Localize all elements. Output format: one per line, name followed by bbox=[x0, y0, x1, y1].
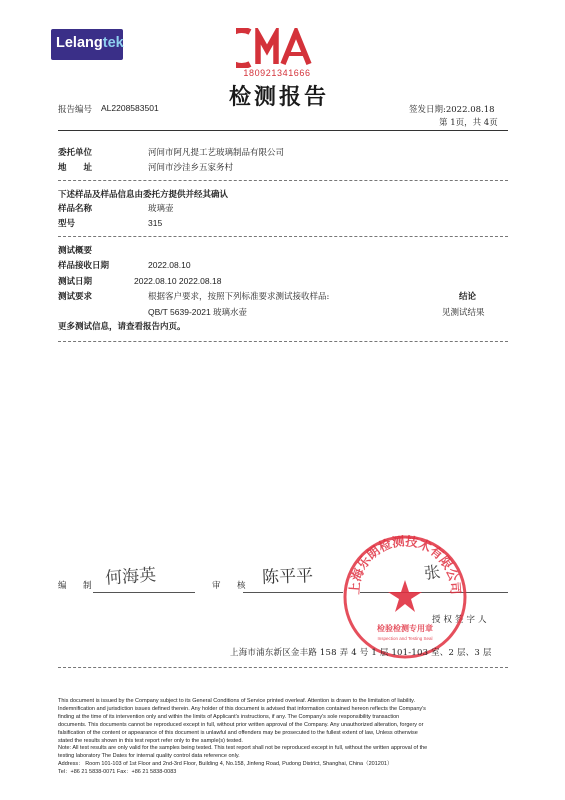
footer-line: Address： Room 101-103 of 1st Floor and 2nd-3rd Floor, Building 4, No.158, Jinfeng Road, Pudong District, Shanghai, China（201201） bbox=[58, 761, 393, 768]
divider bbox=[58, 341, 508, 342]
client-label: 委托单位 bbox=[58, 148, 93, 158]
test-date: 2022.08.10 2022.08.18 bbox=[134, 276, 222, 286]
approver-label: 授权签字人 bbox=[432, 615, 490, 625]
footer-line: stated the results shown in this test report refer only to the sample(s) tested. bbox=[58, 737, 243, 744]
cma-phone: 180921341666 bbox=[243, 68, 311, 78]
more-info: 更多测试信息，请查看报告内页。 bbox=[58, 322, 186, 332]
seal-en-text: Inspection and Testing Seal bbox=[377, 636, 433, 641]
seal-org-text: 上海乐朗检测技术有限公司 bbox=[346, 533, 464, 595]
sample-name-label: 样品名称 bbox=[58, 204, 93, 214]
compiler-signature-line bbox=[93, 592, 195, 593]
footer-line: documents. This documents cannot be reproduced except in full, without prior written approval of the Company. Any unauthorized alteration, forgery or bbox=[58, 721, 424, 728]
compiler-label: 编 制 bbox=[58, 581, 96, 591]
divider bbox=[58, 236, 508, 237]
sample-intro: 下述样品及样品信息由委托方提供并经其确认 bbox=[58, 190, 229, 200]
reviewer-signature-line bbox=[243, 592, 343, 593]
standard: QB/T 5639-2021 玻璃水壶 bbox=[148, 307, 248, 317]
divider bbox=[58, 667, 508, 668]
requirement-label: 测试要求 bbox=[58, 292, 93, 302]
footer-line: testing laboratory The Dates for internal quality control data reference only. bbox=[58, 753, 240, 760]
received-date-label: 样品接收日期 bbox=[58, 261, 110, 271]
footer-line: falsification of the content or appearance of this document is unlawful and offenders may be prosecuted to the fullest extent of law, Unless otherwise bbox=[58, 729, 418, 736]
company-seal-icon bbox=[340, 530, 470, 665]
conclusion: 见测试结果 bbox=[442, 308, 485, 318]
requirement-text: 根据客户要求，按照下列标准要求测试接收样品: bbox=[148, 292, 330, 302]
overview-title: 测试概要 bbox=[58, 246, 93, 256]
page-info: 第 1页，共 4页 bbox=[439, 118, 498, 128]
received-date: 2022.08.10 bbox=[148, 260, 191, 270]
issue-date: 签发日期:2022.08.18 bbox=[409, 105, 495, 115]
footer-line: Indemnification and jurisdiction issues defined therein. Any holder of this document is advised that information contained hereon reflects the Company's bbox=[58, 705, 426, 712]
report-number-label: 报告编号 bbox=[58, 105, 93, 115]
approver-signature: 张 bbox=[422, 561, 442, 584]
client-name: 河间市阿凡提工艺玻璃制品有限公司 bbox=[148, 148, 285, 158]
test-date-label: 测试日期 bbox=[58, 277, 93, 287]
footer-line: Tel：+86 21 5838-0071 Fax：+86 21 5838-0083 bbox=[58, 769, 177, 776]
lab-address: 上海市浦东新区金丰路 158 弄 4 号 1 层 101-103 室、2 层、3 层 bbox=[230, 648, 492, 658]
sample-name: 玻璃壶 bbox=[148, 204, 174, 214]
reviewer-signature: 陈平平 bbox=[261, 566, 314, 588]
footer-disclaimer bbox=[58, 698, 510, 777]
footer-line: finding at the time of its intervention only and within the limits of Applicant's instructions, if any. The Company's sole responsibility transaction bbox=[58, 713, 400, 720]
cma-logo-icon bbox=[236, 28, 318, 68]
company-logo-text: Lelangtek bbox=[56, 35, 124, 51]
compiler-signature: 何海英 bbox=[104, 565, 157, 589]
sample-model-label: 型号 bbox=[58, 219, 76, 229]
document-title: 检测报告 bbox=[229, 84, 330, 110]
footer-line: Note: All test results are only valid for the samples being tested. This test report shall not be reproduced except in full, without the written approval of the bbox=[58, 745, 428, 752]
sample-model: 315 bbox=[148, 218, 163, 228]
reviewer-label: 审 核 bbox=[212, 581, 250, 591]
seal-purpose-text: 检验检测专用章 bbox=[377, 623, 433, 633]
report-number: AL2208583501 bbox=[101, 103, 159, 113]
address-label: 地 址 bbox=[58, 163, 93, 173]
header-rule bbox=[58, 130, 508, 131]
client-address: 河间市沙洼乡五家务村 bbox=[148, 163, 234, 173]
conclusion-label: 结论 bbox=[459, 292, 477, 302]
footer-line: This document is issued by the Company subject to its General Conditions of Service printed overleaf. Attention is drawn to the limitation of liability. bbox=[58, 698, 415, 704]
divider bbox=[58, 180, 508, 181]
